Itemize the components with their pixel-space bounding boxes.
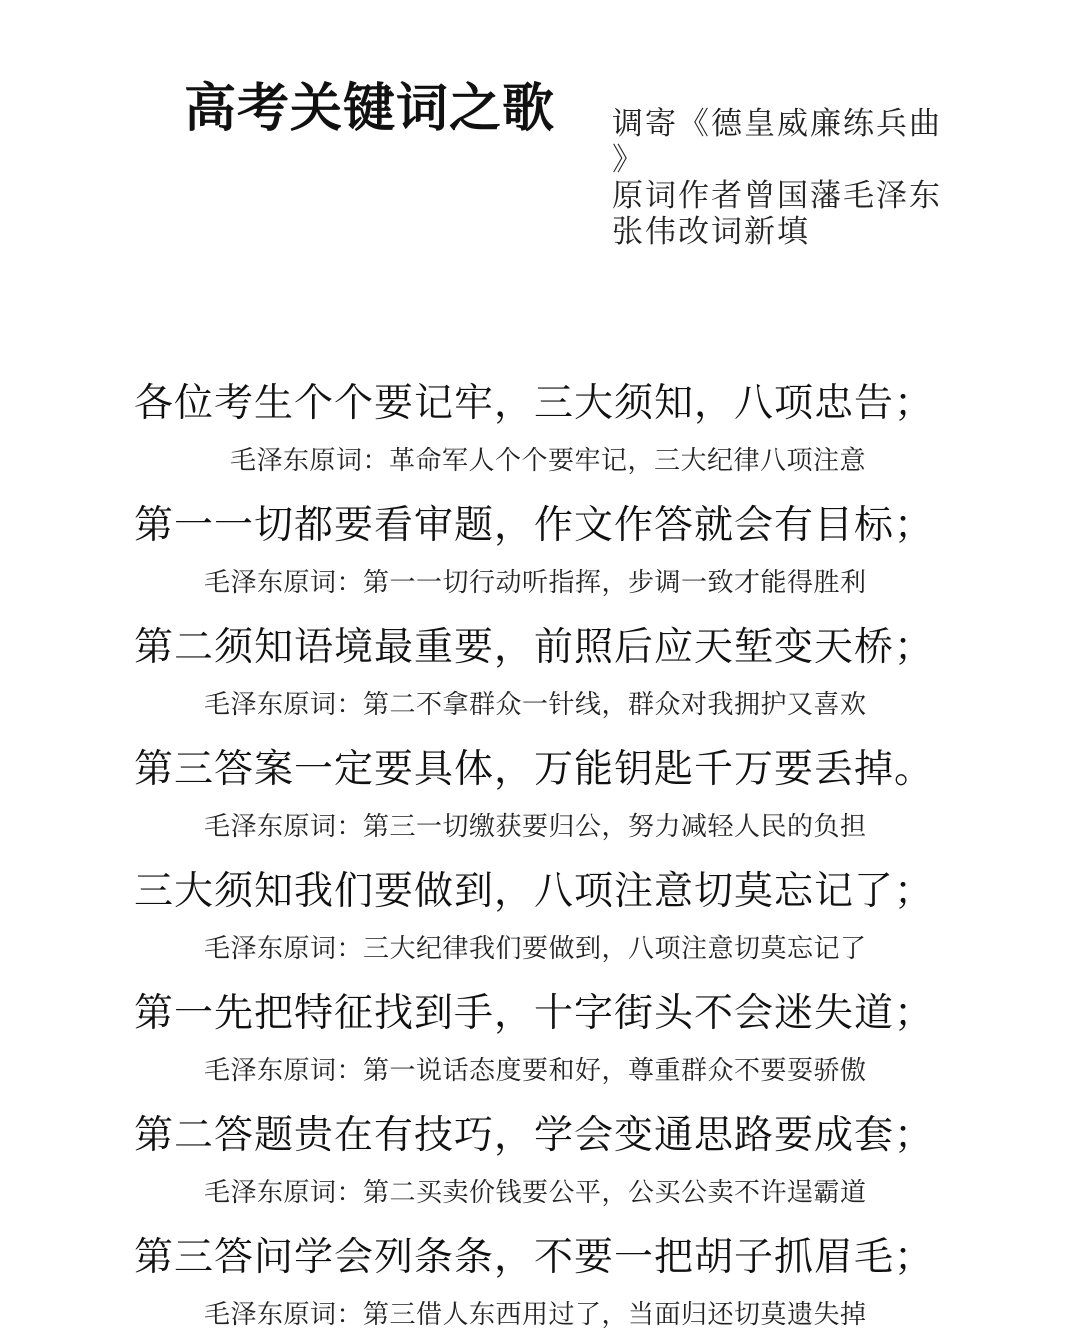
original-lyric-line: 毛泽东原词：三大纪律我们要做到，八项注意切莫忘记了 <box>204 934 867 964</box>
lyrics-list <box>0 376 1080 1330</box>
stanza-3 <box>0 620 1080 742</box>
original-lyric-line: 毛泽东原词：革命军人个个要牢记，三大纪律八项注意 <box>230 446 867 476</box>
lyric-line: 各位考生个个要记牢，三大须知，八项忠告； <box>134 381 935 426</box>
original-lyric-line: 毛泽东原词：第二买卖价钱要公平，公买公卖不许逞霸道 <box>204 1178 867 1208</box>
stanza-1 <box>0 376 1080 498</box>
lyric-line: 第一先把特征找到手，十字街头不会迷失道； <box>134 991 935 1036</box>
original-lyric-line: 毛泽东原词：第一说话态度要和好，尊重群众不要耍骄傲 <box>204 1056 867 1086</box>
stanza-2 <box>0 498 1080 620</box>
lyric-line: 第二须知语境最重要，前照后应天堑变天桥； <box>134 625 935 670</box>
stanza-6 <box>0 986 1080 1108</box>
subtitle-line-adapter: 张伟改词新填 <box>612 214 810 250</box>
stanza-4 <box>0 742 1080 864</box>
lyric-line: 第三答问学会列条条，不要一把胡子抓眉毛； <box>134 1235 935 1280</box>
stanza-5 <box>0 864 1080 986</box>
song-subtitle <box>612 106 982 250</box>
stanza-8 <box>0 1230 1080 1330</box>
lyric-line: 第三答案一定要具体，万能钥匙千万要丢掉。 <box>134 747 935 792</box>
lyric-line: 第二答题贵在有技巧，学会变通思路要成套； <box>134 1113 935 1158</box>
original-lyric-line: 毛泽东原词：第三一切缴获要归公，努力减轻人民的负担 <box>204 812 867 842</box>
lyric-line: 第一一切都要看审题，作文作答就会有目标； <box>134 503 935 548</box>
original-lyric-line: 毛泽东原词：第二不拿群众一针线，群众对我拥护又喜欢 <box>204 690 867 720</box>
subtitle-line-tune-close: 》 <box>612 142 645 178</box>
lyric-line: 三大须知我们要做到，八项注意切莫忘记了； <box>134 869 935 914</box>
stanza-7 <box>0 1108 1080 1230</box>
original-lyric-line: 毛泽东原词：第一一切行动听指挥，步调一致才能得胜利 <box>204 568 867 598</box>
subtitle-line-original-authors: 原词作者曾国藩毛泽东 <box>612 178 942 214</box>
subtitle-line-tune: 调寄《德皇威廉练兵曲 <box>612 106 942 142</box>
song-title: 高考关键词之歌 <box>184 79 556 139</box>
original-lyric-line: 毛泽东原词：第三借人东西用过了，当面归还切莫遗失掉 <box>204 1300 867 1330</box>
